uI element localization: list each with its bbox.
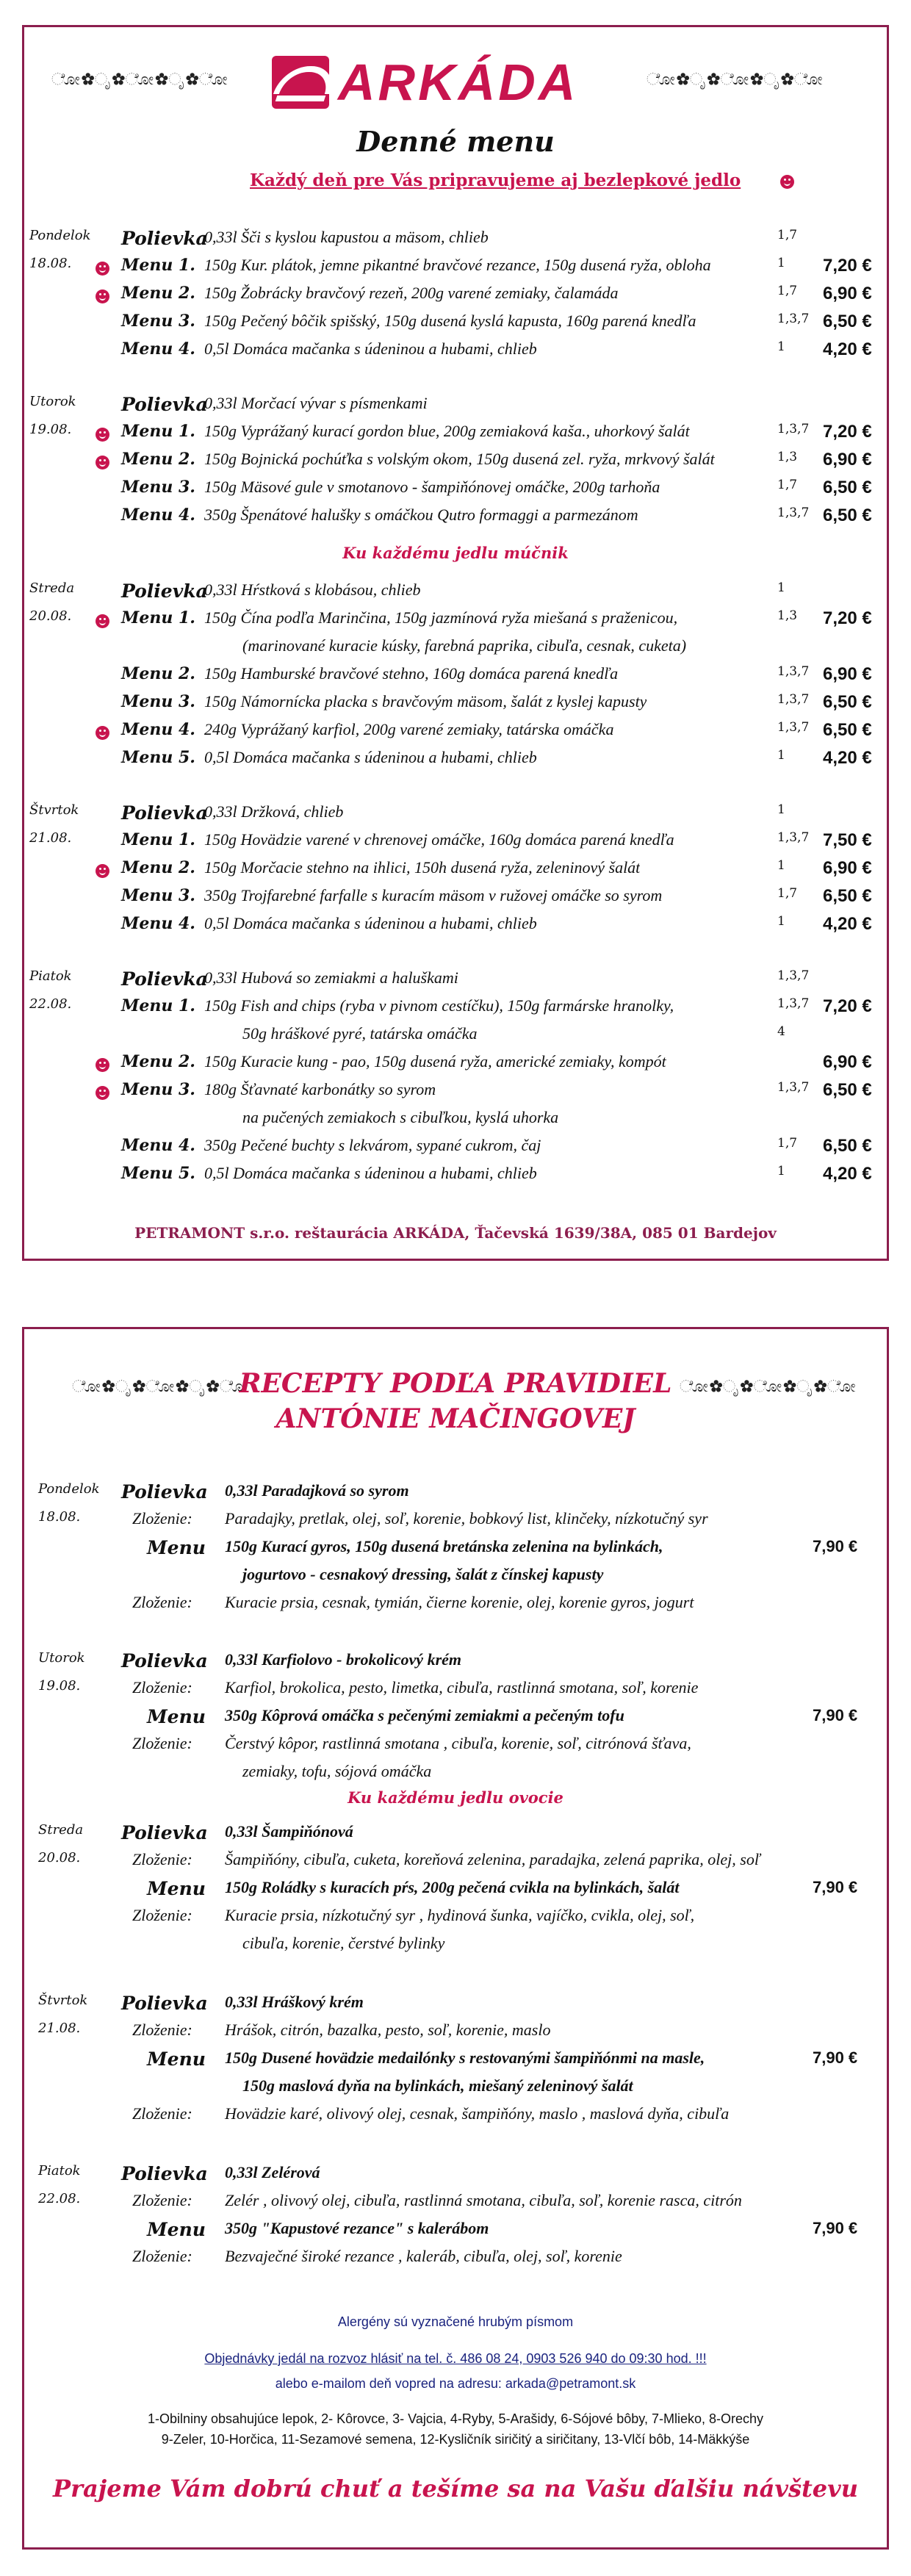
- dish-description: 0,33l Šampiňónová: [225, 1822, 353, 1841]
- allergens: 4: [777, 1024, 785, 1039]
- dish-description: 150g Bojnická pochúťka s volským okom, 150g dusená zel. ryža, mrkvový šalát: [204, 450, 715, 468]
- dish-description: Bezvaječné široké rezance , kaleráb, cibuľa, olej, soľ, korenie: [225, 2247, 622, 2265]
- menu-row: [0, 996, 911, 1023]
- day-label: 18.08.: [38, 1509, 81, 1525]
- composition-label: Zloženie:: [132, 1678, 192, 1697]
- dish-description: 0,33l Šči s kyslou kapustou a mäsom, chlieb: [204, 228, 489, 246]
- day-label: 22.08.: [38, 2191, 81, 2206]
- recipe-row: [0, 1850, 911, 1878]
- dish-description: 0,33l Zelérová: [225, 2163, 320, 2181]
- day-label: Utorok: [38, 1650, 85, 1666]
- menu-row: [0, 664, 911, 691]
- menu-label: Polievka: [121, 968, 208, 990]
- menu-row: [0, 1052, 911, 1079]
- price: 6,50 €: [823, 478, 872, 497]
- composition-label: Zloženie:: [132, 2247, 192, 2265]
- dish-description: Paradajky, pretlak, olej, soľ, korenie, bobkový list, klinčeky, nízkotučný syr: [225, 1509, 708, 1528]
- dish-description: 0,33l Morčací vývar s písmenkami: [204, 394, 428, 412]
- allergens: 1,3,7: [777, 968, 810, 983]
- dish-description: zemiaky, tofu, sójová omáčka: [242, 1762, 432, 1780]
- menu-row: [0, 1108, 911, 1134]
- soup-label: Polievka: [121, 1481, 208, 1503]
- day-label: Piatok: [29, 968, 72, 984]
- recipe-row: [0, 1509, 911, 1537]
- smiley-icon: [96, 614, 109, 628]
- price: 7,90 €: [813, 1537, 858, 1555]
- dish-description: Karfiol, brokolica, pesto, limetka, cibuľa, rastlinná smotana, soľ, korenie: [225, 1678, 699, 1697]
- dish-description: 50g hráškové pyré, tatárska omáčka: [242, 1024, 478, 1043]
- allergens: 1: [777, 580, 785, 595]
- price: 6,50 €: [823, 312, 872, 331]
- allergen-legend-1: 1-Obilniny obsahujúce lepok, 2- Kôrovce, 3- Vajcia, 4-Ryby, 5-Arašidy, 6-Sójové bôby, 7-Mlieko, 8-Orechy: [147, 2411, 764, 2426]
- menu-label: Menu 2.: [121, 284, 195, 303]
- composition-label: Zloženie:: [132, 1593, 192, 1611]
- menu-label: Menu 1.: [121, 996, 195, 1015]
- dish-description: 0,5l Domáca mačanka s údeninou a hubami, chlieb: [204, 339, 537, 358]
- menu-row: [0, 1164, 911, 1190]
- orders-info[interactable]: Objednávky jedál na rozvoz hlásiť na tel. č. 486 08 24, 0903 526 940 do 09:30 hod. !!!: [204, 2351, 707, 2366]
- dish-description: 150g Námornícka placka s bravčovým mäsom, šalát z kyslej kapusty: [204, 692, 647, 710]
- menu-label: Menu: [147, 1878, 206, 1899]
- menu-row: [0, 506, 911, 532]
- dish-description: 150g maslová dyňa na bylinkách, miešaný zeleninový šalát: [242, 2076, 633, 2095]
- allergens: 1,3,7: [777, 422, 810, 436]
- smiley-icon: [96, 289, 109, 303]
- allergens: 1,3: [777, 608, 798, 623]
- menu-row: [0, 478, 911, 504]
- soup-label: Polievka: [121, 1650, 208, 1672]
- day-label: 21.08.: [29, 830, 72, 846]
- dish-description: 0,33l Držková, chlieb: [204, 802, 344, 821]
- allergens: 1: [777, 748, 785, 763]
- dish-description: 150g Kuracie kung - pao, 150g dusená ryža, americké zemiaky, kompót: [204, 1052, 666, 1071]
- menu-label: Menu 2.: [121, 450, 195, 469]
- dish-description: 350g Špenátové halušky s omáčkou Qutro formaggi a parmezánom: [204, 506, 638, 524]
- day-label: 18.08.: [29, 256, 72, 271]
- dish-description: 150g Hamburské bravčové stehno, 160g domáca parená knedľa: [204, 664, 619, 683]
- allergens: 1,3: [777, 450, 798, 464]
- recipe-row: [0, 1565, 911, 1593]
- price: 7,50 €: [823, 830, 872, 850]
- dish-description: 350g "Kapustové rezance" s kalerábom: [225, 2219, 489, 2237]
- menu-row: [0, 636, 911, 663]
- price: 7,90 €: [813, 2219, 858, 2237]
- smiley-icon: [96, 428, 109, 442]
- dish-description: 350g Kôprová omáčka s pečenými zemiakmi a pečeným tofu: [225, 1706, 624, 1724]
- dish-description: 150g Čína podľa Marinčina, 150g jazmínová ryža miešaná s praženicou,: [204, 608, 678, 627]
- allergens: 1,3,7: [777, 664, 810, 679]
- menu-label: Menu 3.: [121, 692, 195, 711]
- allergens: 1,7: [777, 1136, 798, 1151]
- day-label: Pondelok: [38, 1481, 100, 1497]
- soup-label: Polievka: [121, 1822, 208, 1843]
- dish-description: 150g Žobrácky bravčový rezeň, 200g varené zemiaky, čalamáda: [204, 284, 619, 302]
- recipe-row: [0, 1822, 911, 1850]
- menu-row: [0, 422, 911, 448]
- recipes-title-line1: RECEPTY PODĽA PRAVIDIEL: [239, 1368, 672, 1399]
- allergens: 1: [777, 339, 785, 354]
- dish-description: (marinované kuracie kúsky, farebná paprika, cibuľa, cesnak, cuketa): [242, 636, 687, 655]
- dish-description: na pučených zemiakoch s cibuľkou, kyslá uhorka: [242, 1108, 559, 1126]
- price: 7,90 €: [813, 1706, 858, 1724]
- composition-label: Zloženie:: [132, 1509, 192, 1528]
- day-label: 22.08.: [29, 996, 72, 1012]
- menu-row: [0, 748, 911, 774]
- note-wednesday: Ku každému jedlu múčnik: [342, 544, 569, 562]
- smiley-icon: [96, 726, 109, 740]
- price: 7,20 €: [823, 256, 872, 276]
- menu-label: Menu 5.: [121, 748, 195, 767]
- day-label: Streda: [29, 580, 75, 596]
- recipe-row: [0, 1878, 911, 1906]
- price: 6,50 €: [823, 506, 872, 525]
- ornament-left-icon: ೋ✿ೃ✿ೋ✿ೃ✿ೋ: [51, 71, 229, 89]
- note-tuesday: Ku každému jedlu ovocie: [348, 1788, 563, 1807]
- recipe-row: [0, 1734, 911, 1762]
- menu-label: Polievka: [121, 580, 208, 602]
- recipe-row: [0, 2021, 911, 2048]
- composition-label: Zloženie:: [132, 2191, 192, 2209]
- soup-label: Polievka: [121, 2163, 208, 2184]
- smiley-icon: [780, 175, 794, 189]
- recipe-row: [0, 2076, 911, 2104]
- price: 4,20 €: [823, 1164, 872, 1184]
- menu-label: Menu 3.: [121, 312, 195, 331]
- allergens: 1,3,7: [777, 996, 810, 1011]
- price: 7,20 €: [823, 422, 872, 442]
- day-label: 20.08.: [29, 608, 72, 624]
- dish-description: 180g Šťavnaté karbonátky so syrom: [204, 1080, 436, 1098]
- soup-label: Polievka: [121, 1993, 208, 2014]
- dish-description: 150g Pečený bôčik spišský, 150g dusená kyslá kapusta, 160g parená knedľa: [204, 312, 696, 330]
- allergens: 1,7: [777, 284, 798, 298]
- recipe-row: [0, 2247, 911, 2275]
- price: 6,90 €: [823, 450, 872, 469]
- smiley-icon: [96, 1086, 109, 1100]
- smiley-icon: [96, 262, 109, 276]
- menu-row: [0, 692, 911, 719]
- menu-label: Menu 2.: [121, 858, 195, 877]
- menu-label: Menu 4.: [121, 720, 195, 739]
- menu-row: [0, 312, 911, 338]
- menu-row: [0, 608, 911, 635]
- dish-description: 0,5l Domáca mačanka s údeninou a hubami, chlieb: [204, 1164, 537, 1182]
- price: 6,90 €: [823, 1052, 872, 1072]
- recipe-row: [0, 2163, 911, 2191]
- recipe-row: [0, 1678, 911, 1706]
- menu-label: Menu 2.: [121, 1052, 195, 1071]
- day-label: Pondelok: [29, 228, 91, 243]
- allergens: 1,7: [777, 228, 798, 242]
- dish-description: 0,33l Karfiolovo - brokolicový krém: [225, 1650, 462, 1669]
- menu-label: Menu 4.: [121, 339, 195, 359]
- allergen-legend-2: 9-Zeler, 10-Horčica, 11-Sezamové semena, 12-Kysličník siričitý a siričitany, 13-Vlčí bôb, 14-Mäkkýše: [161, 2432, 750, 2447]
- menu-row: [0, 339, 911, 366]
- allergens: 1: [777, 914, 785, 929]
- menu-label: Menu 3.: [121, 478, 195, 497]
- allergens: 1: [777, 1164, 785, 1179]
- dish-description: 150g Kur. plátok, jemne pikantné bravčové rezance, 150g dusená ryža, obloha: [204, 256, 711, 274]
- price: 6,50 €: [823, 692, 872, 712]
- dish-description: 350g Pečené buchty s lekvárom, sypané cukrom, čaj: [204, 1136, 541, 1154]
- menu-label: Menu: [147, 1537, 206, 1558]
- menu-row: [0, 450, 911, 476]
- price: 6,90 €: [823, 664, 872, 684]
- menu-row: [0, 968, 911, 995]
- recipe-row: [0, 1993, 911, 2021]
- menu-label: Menu 5.: [121, 1164, 195, 1183]
- dish-description: Hovädzie karé, olivový olej, cesnak, šampiňóny, maslo , maslová dyňa, cibuľa: [225, 2104, 730, 2123]
- page-subtitle: Každý deň pre Vás pripravujeme aj bezlepkové jedlo: [250, 170, 741, 190]
- price: 7,20 €: [823, 608, 872, 628]
- recipe-row: [0, 1593, 911, 1621]
- allergens-note: Alergény sú vyznačené hrubým písmom: [337, 2314, 574, 2329]
- smiley-icon: [96, 456, 109, 469]
- dish-description: 240g Vyprážaný karfiol, 200g varené zemiaky, tatárska omáčka: [204, 720, 614, 738]
- day-label: Piatok: [38, 2163, 81, 2179]
- menu-label: Menu 1.: [121, 256, 195, 275]
- dish-description: 150g Mäsové gule v smotanovo - šampiňónovej omáčke, 200g tarhoňa: [204, 478, 660, 496]
- allergens: 1,7: [777, 886, 798, 901]
- allergens: 1,3,7: [777, 692, 810, 707]
- menu-row: [0, 228, 911, 254]
- allergens: 1: [777, 858, 785, 873]
- menu-label: Menu 1.: [121, 608, 195, 627]
- day-label: 19.08.: [38, 1678, 81, 1694]
- menu-label: Polievka: [121, 228, 208, 249]
- logo: [272, 53, 578, 112]
- dish-description: 0,5l Domáca mačanka s údeninou a hubami, chlieb: [204, 914, 537, 932]
- price: 6,90 €: [823, 284, 872, 303]
- menu-label: Menu 4.: [121, 1136, 195, 1155]
- menu-row: [0, 802, 911, 829]
- dish-description: 150g Roládky s kuracích pŕs, 200g pečená cvikla na bylinkách, šalát: [225, 1878, 680, 1896]
- dish-description: Čerstvý kôpor, rastlinná smotana , cibuľa, korenie, soľ, citrónová šťava,: [225, 1734, 691, 1752]
- recipe-row: [0, 2048, 911, 2076]
- arkada-logo-icon: [272, 56, 329, 109]
- logo-text: ARKÁDA: [338, 54, 579, 111]
- dish-description: 150g Dusené hovädzie medailónky s restovanými šampiňónmi na masle,: [225, 2048, 705, 2067]
- menu-row: [0, 720, 911, 746]
- allergens: 1,3,7: [777, 1080, 810, 1095]
- allergens: 1,3,7: [777, 720, 810, 735]
- dish-description: cibuľa, korenie, čerstvé bylinky: [242, 1934, 445, 1952]
- composition-label: Zloženie:: [132, 2021, 192, 2039]
- restaurant-footer: PETRAMONT s.r.o. reštaurácia ARKÁDA, Ťačevská 1639/38A, 085 01 Bardejov: [134, 1224, 777, 1242]
- ornament-right-icon: ೋ✿ೃ✿ೋ✿ೃ✿ೋ: [647, 71, 824, 89]
- recipe-row: [0, 1934, 911, 1962]
- day-label: 20.08.: [38, 1850, 81, 1866]
- dish-description: jogurtovo - cesnakový dressing, šalát z čínskej kapusty: [242, 1565, 604, 1583]
- dish-description: 150g Kurací gyros, 150g dusená bretánska zelenina na bylinkách,: [225, 1537, 663, 1555]
- recipe-row: [0, 1706, 911, 1734]
- dish-description: Šampiňóny, cibuľa, cuketa, koreňová zelenina, paradajka, zelená paprika, olej, soľ: [225, 1850, 760, 1868]
- email-info[interactable]: alebo e-mailom deň vopred na adresu: arkada@petramont.sk: [275, 2376, 636, 2391]
- price: 6,50 €: [823, 1080, 872, 1100]
- smiley-icon: [96, 864, 109, 878]
- dish-description: 0,5l Domáca mačanka s údeninou a hubami, chlieb: [204, 748, 537, 766]
- day-label: Utorok: [29, 394, 76, 409]
- menu-row: [0, 394, 911, 420]
- menu-row: [0, 1024, 911, 1051]
- allergens: 1,7: [777, 478, 798, 492]
- composition-label: Zloženie:: [132, 2104, 192, 2123]
- dish-description: 150g Vyprážaný kurací gordon blue, 200g zemiaková kaša., uhorkový šalát: [204, 422, 690, 440]
- allergens: 1: [777, 802, 785, 817]
- price: 6,50 €: [823, 720, 872, 740]
- page-title: Denné menu: [356, 125, 555, 158]
- menu-label: Menu 3.: [121, 1080, 195, 1099]
- recipes-title-line2: ANTÓNIE MAČINGOVEJ: [276, 1403, 635, 1434]
- price: 7,20 €: [823, 996, 872, 1016]
- menu-label: Menu 1.: [121, 830, 195, 849]
- composition-label: Zloženie:: [132, 1734, 192, 1752]
- menu-label: Menu 2.: [121, 664, 195, 683]
- price: 4,20 €: [823, 339, 872, 359]
- menu-row: [0, 1080, 911, 1107]
- price: 4,20 €: [823, 914, 872, 934]
- recipe-row: [0, 1537, 911, 1565]
- recipe-row: [0, 2191, 911, 2219]
- dish-description: 150g Morčacie stehno na ihlici, 150h dusená ryža, zeleninový šalát: [204, 858, 641, 877]
- ornament-right-icon: ೋ✿ೃ✿ೋ✿ೃ✿ೋ: [680, 1378, 857, 1396]
- menu-label: Menu 1.: [121, 422, 195, 441]
- recipe-row: [0, 1650, 911, 1678]
- dish-description: 0,33l Hubová so zemiakmi a haluškami: [204, 968, 458, 987]
- dish-description: 0,33l Paradajková so syrom: [225, 1481, 409, 1500]
- menu-label: Menu 4.: [121, 914, 195, 933]
- price: 6,90 €: [823, 858, 872, 878]
- menu-row: [0, 830, 911, 857]
- menu-row: [0, 256, 911, 282]
- menu-row: [0, 284, 911, 310]
- dish-description: Hrášok, citrón, bazalka, pesto, soľ, korenie, maslo: [225, 2021, 551, 2039]
- menu-label: Menu: [147, 2219, 206, 2240]
- allergens: 1,3,7: [777, 312, 810, 326]
- allergens: 1: [777, 256, 785, 270]
- menu-row: [0, 914, 911, 940]
- menu-label: Polievka: [121, 394, 208, 415]
- day-label: Štvrtok: [38, 1993, 88, 2008]
- closing-message: Prajeme Vám dobrú chuť a tešíme sa na Vašu ďalšiu návštevu: [53, 2475, 858, 2503]
- composition-label: Zloženie:: [132, 1906, 192, 1924]
- day-label: 21.08.: [38, 2021, 81, 2036]
- recipe-row: [0, 2104, 911, 2132]
- recipe-row: [0, 1481, 911, 1509]
- dish-description: Kuracie prsia, nízkotučný syr , hydinová šunka, vajíčko, cvikla, olej, soľ,: [225, 1906, 695, 1924]
- day-label: Streda: [38, 1822, 84, 1838]
- recipe-row: [0, 2219, 911, 2247]
- price: 6,50 €: [823, 886, 872, 906]
- day-label: 19.08.: [29, 422, 72, 437]
- dish-description: 150g Fish and chips (ryba v pivnom cestíčku), 150g farmárske hranolky,: [204, 996, 674, 1015]
- recipe-row: [0, 1762, 911, 1790]
- price: 6,50 €: [823, 1136, 872, 1156]
- dish-description: 150g Hovädzie varené v chrenovej omáčke, 160g domáca parená knedľa: [204, 830, 674, 849]
- price: 7,90 €: [813, 1878, 858, 1896]
- smiley-icon: [96, 1058, 109, 1072]
- menu-label: Menu: [147, 1706, 206, 1727]
- menu-row: [0, 858, 911, 885]
- dish-description: Kuracie prsia, cesnak, tymián, čierne korenie, olej, korenie gyros, jogurt: [225, 1593, 694, 1611]
- dish-description: 0,33l Hŕstková s klobásou, chlieb: [204, 580, 421, 599]
- ornament-left-icon: ೋ✿ೃ✿ೋ✿ೃ✿ೋ: [72, 1378, 250, 1396]
- price: 4,20 €: [823, 748, 872, 768]
- menu-label: Polievka: [121, 802, 208, 824]
- menu-label: Menu 3.: [121, 886, 195, 905]
- allergens: 1,3,7: [777, 830, 810, 845]
- menu-label: Menu 4.: [121, 506, 195, 525]
- dish-description: Zelér , olivový olej, cibuľa, rastlinná smotana, cibuľa, soľ, korenie rasca, citrón: [225, 2191, 742, 2209]
- recipe-row: [0, 1906, 911, 1934]
- menu-row: [0, 1136, 911, 1162]
- dish-description: 0,33l Hráškový krém: [225, 1993, 364, 2011]
- composition-label: Zloženie:: [132, 1850, 192, 1868]
- day-label: Štvrtok: [29, 802, 79, 818]
- allergens: 1,3,7: [777, 506, 810, 520]
- menu-label: Menu: [147, 2048, 206, 2070]
- price: 7,90 €: [813, 2048, 858, 2067]
- menu-row: [0, 580, 911, 607]
- dish-description: 350g Trojfarebné farfalle s kuracím mäsom v ružovej omáčke so syrom: [204, 886, 663, 904]
- menu-row: [0, 886, 911, 913]
